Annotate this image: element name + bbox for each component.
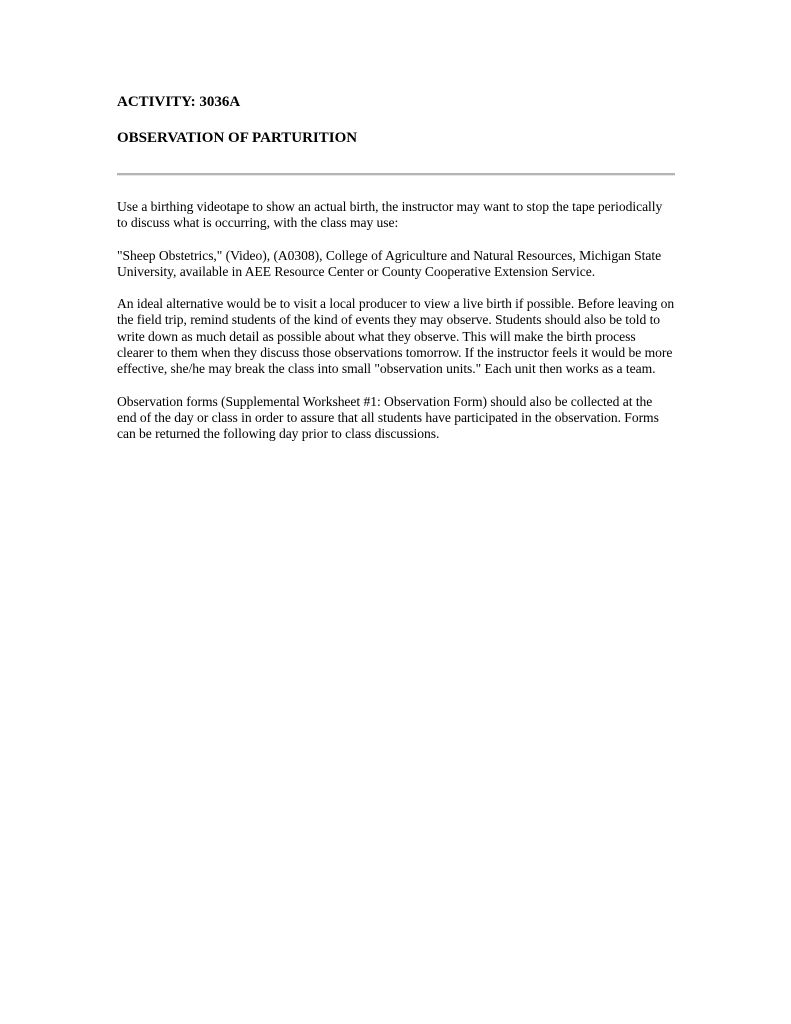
horizontal-divider	[117, 173, 675, 176]
body-text	[117, 199, 675, 443]
paragraph-video-instructions: Use a birthing videotape to show an actual birth, the instructor may want to stop the tape periodically to discuss what is occurring, with the class may use:	[117, 199, 663, 231]
paragraph-video-reference: "Sheep Obstetrics," (Video), (A0308), College of Agriculture and Natural Resources, Michigan State University, available in AEE Resource Center or County Cooperative Extension Service.	[117, 247, 662, 279]
paragraph-observation-forms: Observation forms (Supplemental Worksheet #1: Observation Form) should also be collected at the end of the day or class in order to assure that all students have participated in the observation. Forms can be returned the following day prior to class discussions.	[117, 393, 659, 442]
document-page	[117, 93, 675, 459]
paragraph-field-trip: An ideal alternative would be to visit a local producer to view a live birth if possible. Before leaving on the field trip, remind students of the kind of events they may observe. Students should also be told to write down as much detail as possible about what they observe. This will make the birth process clearer to them when they discuss those observations tomorrow. If the instructor feels it would be more effective, she/he may break the class into small "observation units." Each unit then works as a team.	[117, 296, 675, 377]
activity-title: ACTIVITY: 3036A	[117, 94, 241, 110]
section-title: OBSERVATION OF PARTURITION	[117, 130, 358, 146]
